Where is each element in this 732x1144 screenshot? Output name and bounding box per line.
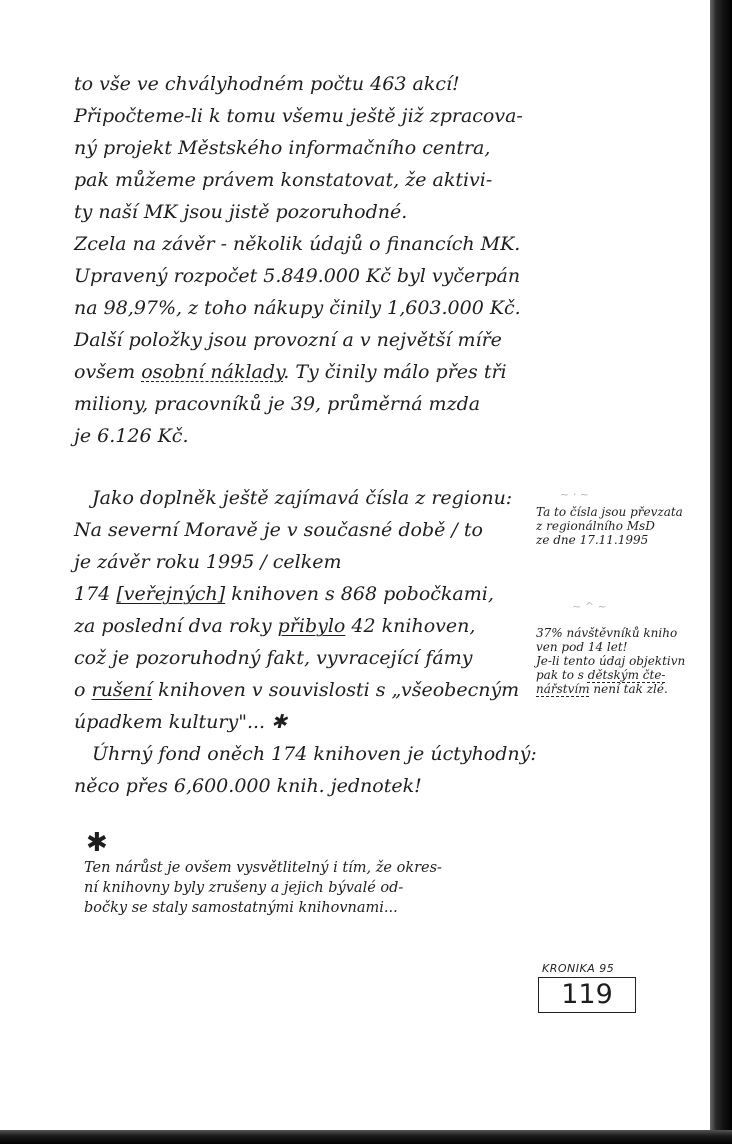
underlined-added: přibylo bbox=[277, 615, 346, 637]
text-line: Zcela na závěr - několik údajů o financích MK. bbox=[74, 233, 521, 255]
text-line bbox=[74, 610, 537, 642]
margin-line: ven pod 14 let! bbox=[536, 640, 628, 654]
underlined-readership: nářstvím bbox=[536, 682, 590, 696]
text-segment: 42 knihoven, bbox=[345, 615, 476, 637]
paragraph-activities-finances bbox=[74, 68, 523, 452]
text-line bbox=[74, 578, 537, 610]
text-line: je závěr roku 1995 / celkem bbox=[74, 551, 342, 573]
margin-line bbox=[536, 668, 685, 682]
text-line: Úhrný fond oněch 174 knihoven je úctyhodný: bbox=[92, 743, 537, 765]
faint-scribble-icon: ~ · ~ bbox=[560, 488, 589, 501]
underlined-public: [veřejných] bbox=[116, 583, 226, 605]
text-segment: pak to s bbox=[536, 668, 588, 682]
text-segment: knihoven v souvislosti s „všeobecným bbox=[152, 679, 520, 701]
text-line: něco přes 6,600.000 knih. jednotek! bbox=[74, 775, 422, 797]
text-line: Upravený rozpočet 5.849.000 Kč byl vyčerpán bbox=[74, 265, 521, 287]
chronicle-stamp bbox=[538, 962, 636, 1013]
text-line: to vše ve chvályhodném počtu 463 akcí! bbox=[74, 73, 460, 95]
footnote-line: ní knihovny byly zrušeny a jejich bývalé od- bbox=[84, 880, 404, 896]
text-segment: za poslední dva roky bbox=[74, 615, 278, 637]
text-line: Připočteme-li k tomu všemu ještě již zpracova- bbox=[74, 105, 523, 127]
text-line: pak můžeme právem konstatovat, že aktivi- bbox=[74, 169, 493, 191]
scan-edge-right bbox=[710, 0, 732, 1144]
text-line: ný projekt Městského informačního centra, bbox=[74, 137, 491, 159]
text-line: Další položky jsou provozní a v největší míře bbox=[74, 329, 502, 351]
text-line: na 98,97%, z toho nákupy činily 1,603.000 Kč. bbox=[74, 297, 521, 319]
underlined-child-readers: dětským čte- bbox=[587, 668, 666, 682]
text-segment: 174 bbox=[74, 583, 117, 605]
margin-line: z regionálního MsD bbox=[536, 519, 655, 533]
footnote-marker-icon: ✱ bbox=[86, 828, 108, 858]
text-line: je 6.126 Kč. bbox=[74, 425, 189, 447]
text-line: Jako doplněk ještě zajímavá čísla z regionu: bbox=[92, 487, 513, 509]
margin-line: Ta to čísla jsou převzata bbox=[536, 505, 683, 519]
margin-line: 37% návštěvníků kniho bbox=[536, 626, 678, 640]
faint-scribble-icon: ~ ^ ~ bbox=[572, 600, 607, 613]
footnote-line: bočky se staly samostatnými knihovnami... bbox=[84, 900, 398, 916]
paragraph-regional-numbers bbox=[74, 482, 537, 802]
text-line bbox=[74, 356, 523, 388]
chronicle-label: KRONIKA 95 bbox=[542, 962, 615, 975]
text-line: úpadkem kultury"... ✱ bbox=[74, 711, 288, 733]
margin-line: Je-li tento údaj objektivn bbox=[536, 654, 686, 668]
text-line: miliony, pracovníků je 39, průměrná mzda bbox=[74, 393, 481, 415]
text-line: ty naší MK jsou jistě pozoruhodné. bbox=[74, 201, 408, 223]
margin-line: ze dne 17.11.1995 bbox=[536, 533, 649, 547]
text-segment: . Ty činily málo přes tři bbox=[283, 361, 507, 383]
footnote bbox=[84, 858, 442, 918]
text-segment: není tak zlé. bbox=[589, 682, 668, 696]
text-segment: o bbox=[74, 679, 92, 701]
text-line: Na severní Moravě je v současné době / to bbox=[74, 519, 483, 541]
scan-edge-bottom bbox=[0, 1130, 732, 1144]
margin-note-children bbox=[536, 626, 685, 696]
underlined-personnel-costs: osobní náklady bbox=[141, 361, 284, 383]
underlined-closure: rušení bbox=[91, 679, 153, 701]
text-segment: ovšem bbox=[74, 361, 142, 383]
footnote-line: Ten nárůst je ovšem vysvětlitelný i tím, že okres- bbox=[84, 860, 442, 876]
margin-note-source bbox=[536, 505, 683, 547]
page-number: 119 bbox=[538, 977, 636, 1013]
text-line bbox=[74, 674, 537, 706]
margin-line bbox=[536, 682, 685, 696]
text-line: což je pozoruhodný fakt, vyvracející fámy bbox=[74, 647, 473, 669]
text-segment: knihoven s 868 pobočkami, bbox=[225, 583, 494, 605]
